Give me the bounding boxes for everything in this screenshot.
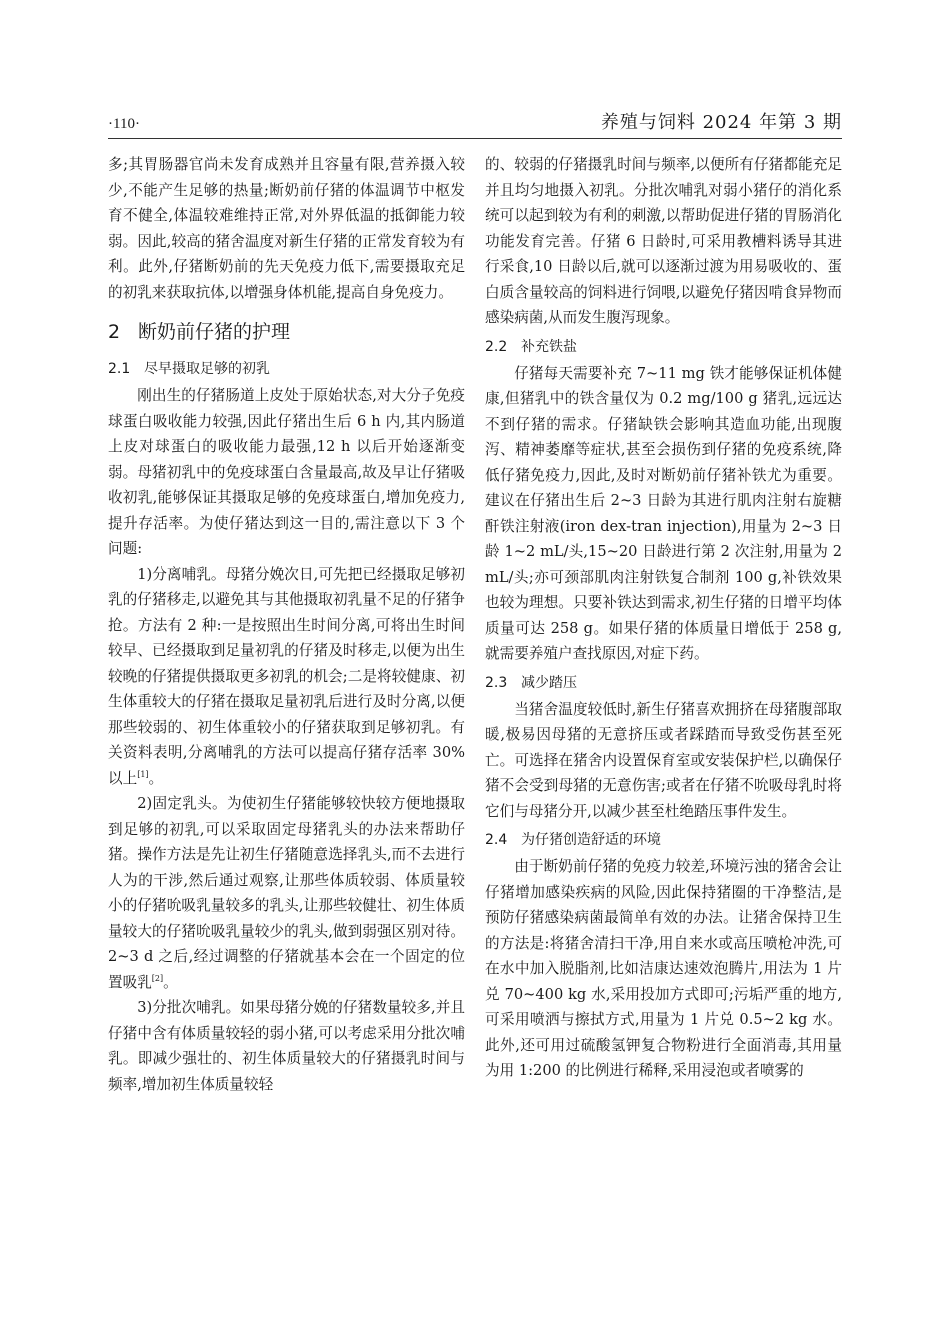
subsection-title: 补充铁盐 xyxy=(521,338,577,355)
subsection-title: 为仔猪创造舒适的环境 xyxy=(521,832,661,848)
subsection-heading xyxy=(485,335,842,359)
right-column xyxy=(485,152,842,1084)
subsection-heading xyxy=(108,357,465,381)
journal-issue: 养殖与饲料 2024 年第 3 期 xyxy=(600,112,842,133)
citation: [1] xyxy=(137,769,149,779)
paragraph xyxy=(108,562,465,792)
paragraph-end: 。 xyxy=(163,973,178,991)
paragraph: 的、较弱的仔猪摄乳时间与频率,以便所有仔猪都能充足并且均匀地摄入初乳。分批次哺乳对弱小猪仔的消化系统可以起到较为有利的刺激,以帮助促进仔猪的胃肠消化功能发育完善。仔猪 6 日龄时,可采用教槽料诱导其进行采食,10 日龄以后,就可以逐渐过渡为用易吸收的、蛋白质含量较高的饲料进行饲喂,以避免仔猪因啃食异物而感染病菌,从而发生腹泻现象。 xyxy=(485,156,842,326)
citation: [2] xyxy=(151,973,164,983)
subsection-number: 2.3 xyxy=(485,674,508,691)
page-number: ·110· xyxy=(108,116,140,132)
left-column xyxy=(108,152,465,1097)
subsection-title: 减少踏压 xyxy=(521,674,577,691)
paragraph-end: 。 xyxy=(148,769,164,787)
paragraph xyxy=(108,791,465,995)
section-number: 2 xyxy=(108,321,121,343)
subsection-heading xyxy=(485,671,842,695)
subsection-heading xyxy=(485,828,842,852)
paragraph: 由于断奶前仔猪的免疫力较差,环境污浊的猪舍会让仔猪增加感染疾病的风险,因此保持猪圈的干净整洁,是预防仔猪感染病菌最简单有效的办法。让猪舍保持卫生的方法是:将猪舍清扫干净,用自来水或高压喷枪冲洗,可在水中加入脱脂剂,比如洁康达速效泡腾片,用法为 1 片兑 70~400 kg 水,采用投加方式即可;污垢严重的地方,可采用喷洒与擦拭方式,用量为 1 片兑 0.5~2 kg 水。此外,还可用过硫酸氢钾复合物粉进行全面消毒,其用量为用 1:200 的比例进行稀释,采用浸泡或者喷雾的 xyxy=(485,858,842,1079)
section-heading xyxy=(108,317,465,347)
paragraph-text: 2)固定乳头。为使初生仔猪能够较快较方便地摄取到足够的初乳,可以采取固定母猪乳头的办法来帮助仔猪。操作方法是先让初生仔猪随意选择乳头,而不去进行人为的干涉,然后通过观察,让那些体质较弱、体质量较小的仔猪吮吸乳量较多的乳头,让那些较健壮、初生体质量较大的仔猪吮吸乳量较少的乳头,做到弱强区别对待。2~3 d 之后,经过调整的仔猪就基本会在一个固定的位置吸乳 xyxy=(108,795,465,991)
running-header xyxy=(108,104,842,134)
paragraph: 多;其胃肠器官尚未发育成熟并且容量有限,营养摄入较少,不能产生足够的热量;断奶前仔猪的体温调节中枢发育不健全,体温较难维持正常,对外界低温的抵御能力较弱。因此,较高的猪舍温度对新生仔猪的正常发育较为有利。此外,仔猪断奶前的先天免疫力低下,需要摄取充足的初乳来获取抗体,以增强身体机能,提高自身免疫力。 xyxy=(108,156,465,301)
subsection-number: 2.2 xyxy=(485,338,508,355)
subsection-number: 2.4 xyxy=(485,832,508,848)
section-title: 断奶前仔猪的护理 xyxy=(138,321,291,343)
paragraph: 刚出生的仔猪肠道上皮处于原始状态,对大分子免疫球蛋白吸收能力较强,因此仔猪出生后 6 h 内,其内肠道上皮对球蛋白的吸收能力最强,12 h 以后开始逐渐变弱。母猪初乳中的免疫球蛋白含量最高,故及早让仔猪吸收初乳,能够保证其摄取足够的免疫球蛋白,增加免疫力,提升存活率。为使仔猪达到这一目的,需注意以下 3 个问题: xyxy=(108,387,465,557)
header-rule xyxy=(108,138,842,139)
paragraph: 3)分批次哺乳。如果母猪分娩的仔猪数量较多,并且仔猪中含有体质量较轻的弱小猪,可以考虑采用分批次哺乳。即减少强壮的、初生体质量较大的仔猪摄乳时间与频率,增加初生体质量较轻 xyxy=(108,999,465,1093)
paragraph-text: 1)分离哺乳。母猪分娩次日,可先把已经摄取足够初乳的仔猪移走,以避免其与其他摄取初乳量不足的仔猪争抢。方法有 2 种:一是按照出生时间分离,可将出生时间较早、已经摄取到足量初乳的仔猪及时移走,以便为出生较晚的仔猪提供摄取更多初乳的机会;二是将较健康、初生体重较大的仔猪在摄取足量初乳后进行及时分离,以便那些较弱的、初生体重较小的仔猪获取到足够初乳。有关资料表明,分离哺乳的方法可以提高仔猪存活率 30% 以上 xyxy=(108,565,465,787)
paragraph: 当猪舍温度较低时,新生仔猪喜欢拥挤在母猪腹部取暖,极易因母猪的无意挤压或者踩踏而导致受伤甚至死亡。可选择在猪舍内设置保育室或安装保护栏,以确保仔猪不会受到母猪的无意伤害;或者在仔猪不吮吸母乳时将它们与母猪分开,以减少甚至杜绝踏压事件发生。 xyxy=(485,700,842,820)
subsection-number: 2.1 xyxy=(108,361,131,377)
paragraph: 仔猪每天需要补充 7~11 mg 铁才能够保证机体健康,但猪乳中的铁含量仅为 0.2 mg/100 g 猪乳,远远达不到仔猪的需求。仔猪缺铁会影响其造血功能,出现腹泻、精神萎靡等症状,甚至会损伤到仔猪的免疫系统,降低仔猪免疫力,因此,及时对断奶前仔猪补铁尤为重要。建议在仔猪出生后 2~3 日龄为其进行肌肉注射右旋糖酐铁注射液(iron dex-tran injection),用量为 2~3 日龄 1~2 mL/头,15~20 日龄进行第 2 次注射,用量为 2 mL/头;亦可颈部肌肉注射铁复合制剂 100 g,补铁效果也较为理想。只要补铁达到需求,初生仔猪的日增平均体质量可达 258 g。如果仔猪的体质量日增低于 258 g,就需要养殖户查找原因,对症下药。 xyxy=(485,364,842,662)
subsection-title: 尽早摄取足够的初乳 xyxy=(144,361,270,377)
